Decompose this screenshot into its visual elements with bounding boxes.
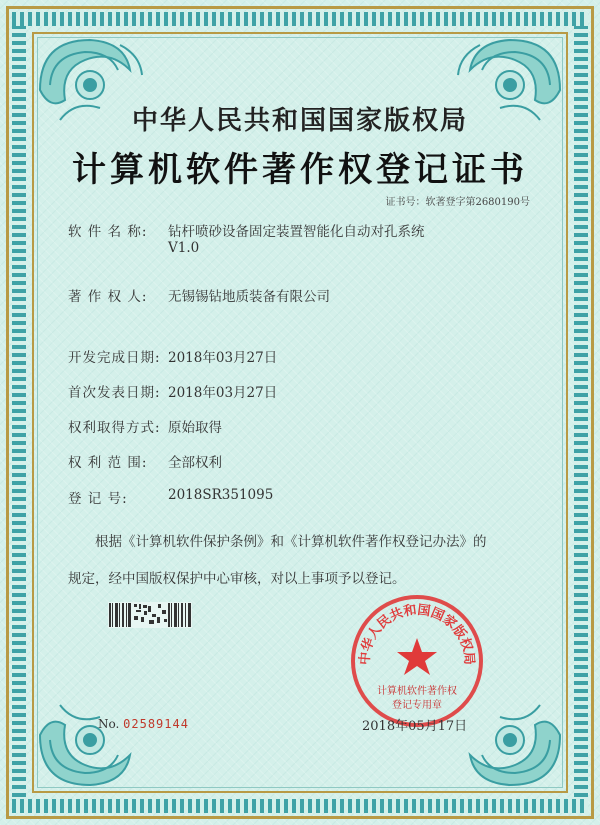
field-value: 2018年03月27日 [168,350,278,366]
field-value-wrap [168,220,425,256]
field-registration-number [68,487,273,507]
field-label: 权利取得方式: [68,420,161,436]
field-software-name [68,220,425,256]
certificate-title: 计算机软件著作权登记证书 [72,150,528,190]
field-rights-scope [68,451,222,471]
serial-number [98,717,189,731]
field-value: 全部权利 [168,455,222,471]
field-first-publish-date [68,381,277,401]
field-copyright-owner [68,285,330,305]
corner-ornament-icon [30,685,150,795]
statement-line-2: 规定，经中国版权保护中心审核，对以上事项予以登记。 [68,571,406,587]
serial-number-label: No. [98,717,120,731]
field-label: 开发完成日期: [68,350,161,366]
issue-date: 2018年05月17日 [362,719,468,734]
field-label: 首次发表日期: [68,385,161,401]
field-value: 原始取得 [168,420,222,436]
certificate-number [385,193,530,208]
serial-number-value: 02589144 [123,717,189,731]
field-acquisition-method [68,416,222,436]
seal-arc-text: 中华人民共和国国家版权局 [357,602,477,666]
field-value: 2018SR351095 [168,487,274,503]
official-seal-icon [348,592,486,730]
statement-line-1: 根据《计算机软件保护条例》和《计算机软件著作权登记办法》的 [95,534,487,550]
field-value: 无锡锡钻地质装备有限公司 [168,289,330,305]
field-label: 登 记 号: [68,491,128,507]
seal-inner-line-1: 计算机软件著作权 [377,686,457,697]
field-value: 钻杆喷砂设备固定装置智能化自动对孔系统 [168,224,425,240]
certificate-number-value: 软著登字第2680190号 [425,197,530,208]
field-label: 软 件 名 称: [68,224,148,240]
field-value-version: V1.0 [168,240,200,256]
certificate-number-label: 证书号： [385,197,426,208]
issuing-authority: 中华人民共和国国家版权局 [131,106,468,136]
field-label: 著 作 权 人: [68,289,148,305]
field-dev-complete-date [68,346,277,366]
field-value: 2018年03月27日 [168,385,278,401]
field-label: 权 利 范 围: [68,455,148,471]
barcode-icon [108,602,192,628]
seal-inner-line-2: 登记专用章 [392,700,442,711]
